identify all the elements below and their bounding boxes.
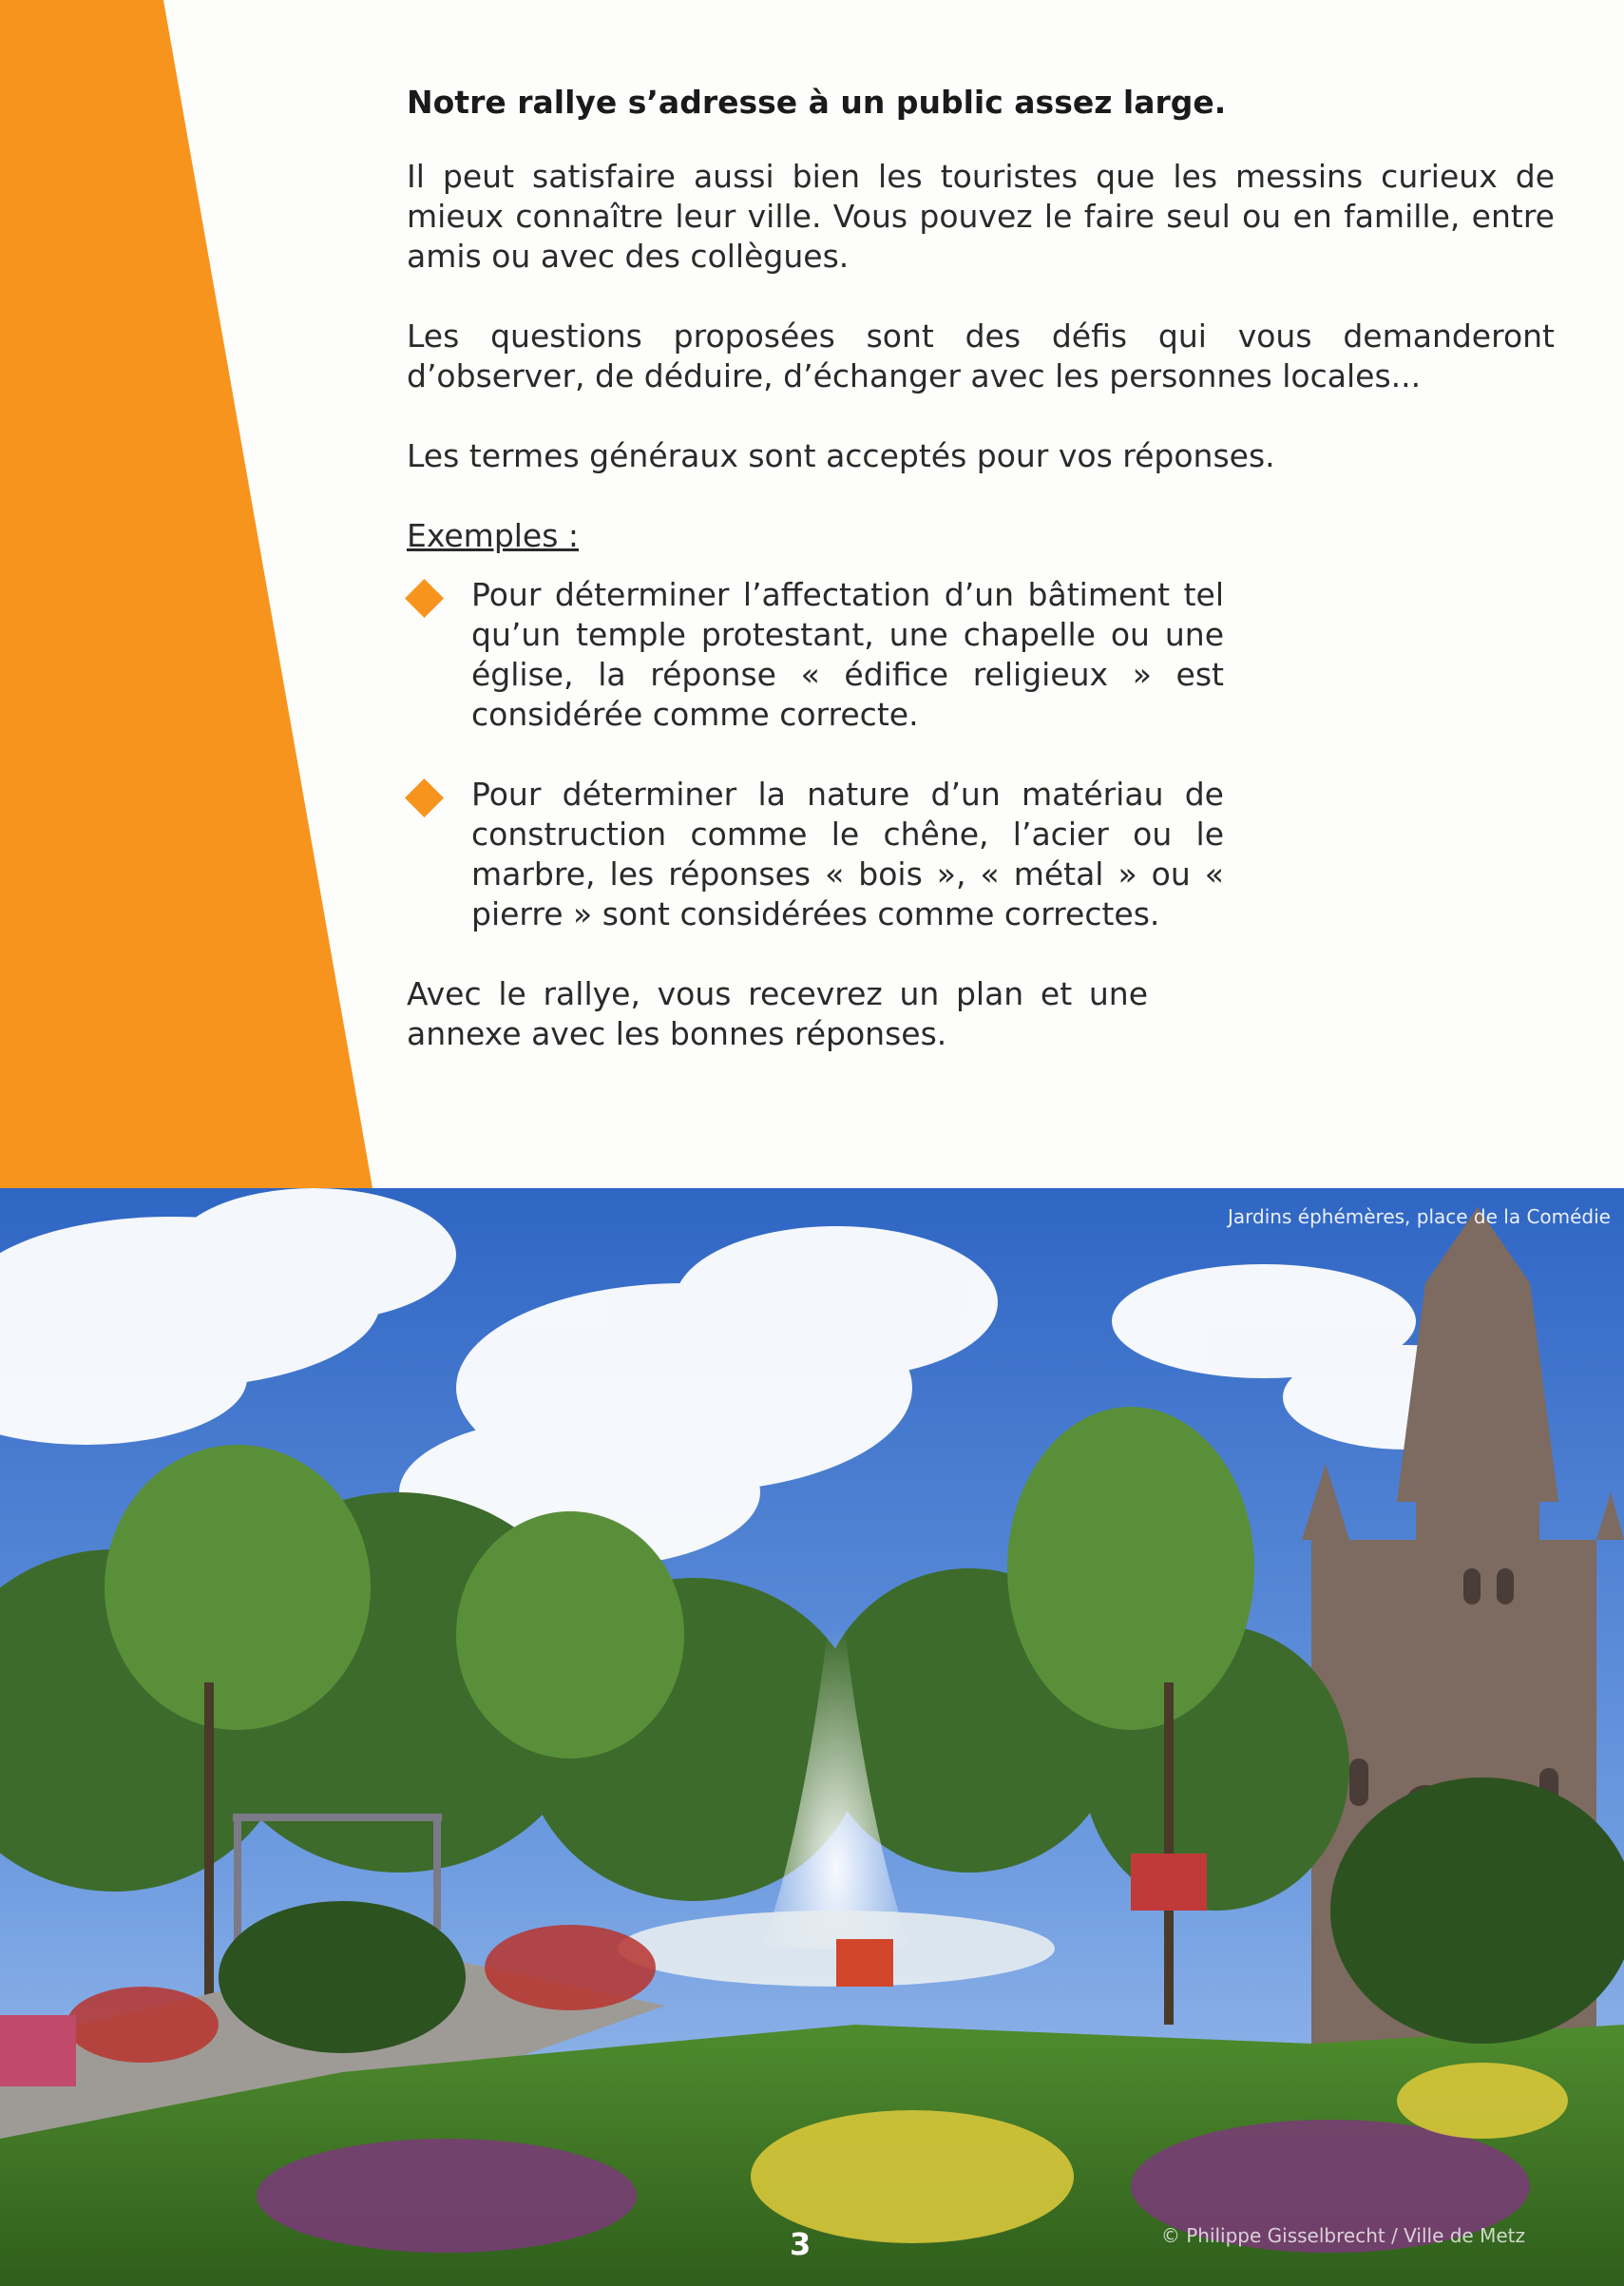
closing-paragraph: Avec le rallye, vous recevrez un plan et une annexe avec les bonnes réponses. xyxy=(407,975,1148,1052)
main-text-column xyxy=(407,84,1555,1094)
intro-paragraph: Il peut satisfaire aussi bien les touristes que les messins curieux de mieux connaître leur ville. Vous pouvez le faire seul ou en famille, entre amis ou avec des collègues. xyxy=(407,158,1555,275)
page-number: 3 xyxy=(790,2226,812,2262)
example-item xyxy=(407,775,1224,934)
photo-credit: © Philippe Gisselbrecht / Ville de Metz xyxy=(1160,2224,1525,2247)
example-item xyxy=(407,575,1224,735)
questions-paragraph: Les questions proposées sont des défis qui vous demanderont d’observer, de déduire, d’échanger avec les personnes locales... xyxy=(407,317,1555,394)
example-text: Pour déterminer l’affectation d’un bâtiment tel qu’un temple protestant, une chapelle ou une église, la réponse « édifice religieux » est considérée comme correcte. xyxy=(471,576,1224,733)
examples-label: Exemples : xyxy=(407,517,580,554)
answers-paragraph: Les termes généraux sont acceptés pour vos réponses. xyxy=(407,437,1275,474)
orange-diagonal-band xyxy=(0,0,380,1188)
photo-caption: Jardins éphémères, place de la Comédie xyxy=(1228,1205,1611,1228)
page-heading: Notre rallye s’adresse à un public assez large. xyxy=(407,84,1227,121)
orange-diamond-icon xyxy=(405,778,444,817)
orange-diamond-icon xyxy=(405,579,444,618)
garden-photo xyxy=(0,1188,1624,2286)
example-text: Pour déterminer la nature d’un matériau de construction comme le chêne, l’acier ou le marbre, les réponses « bois », « métal » ou « pierre » sont considérées comme correctes. xyxy=(471,776,1224,932)
